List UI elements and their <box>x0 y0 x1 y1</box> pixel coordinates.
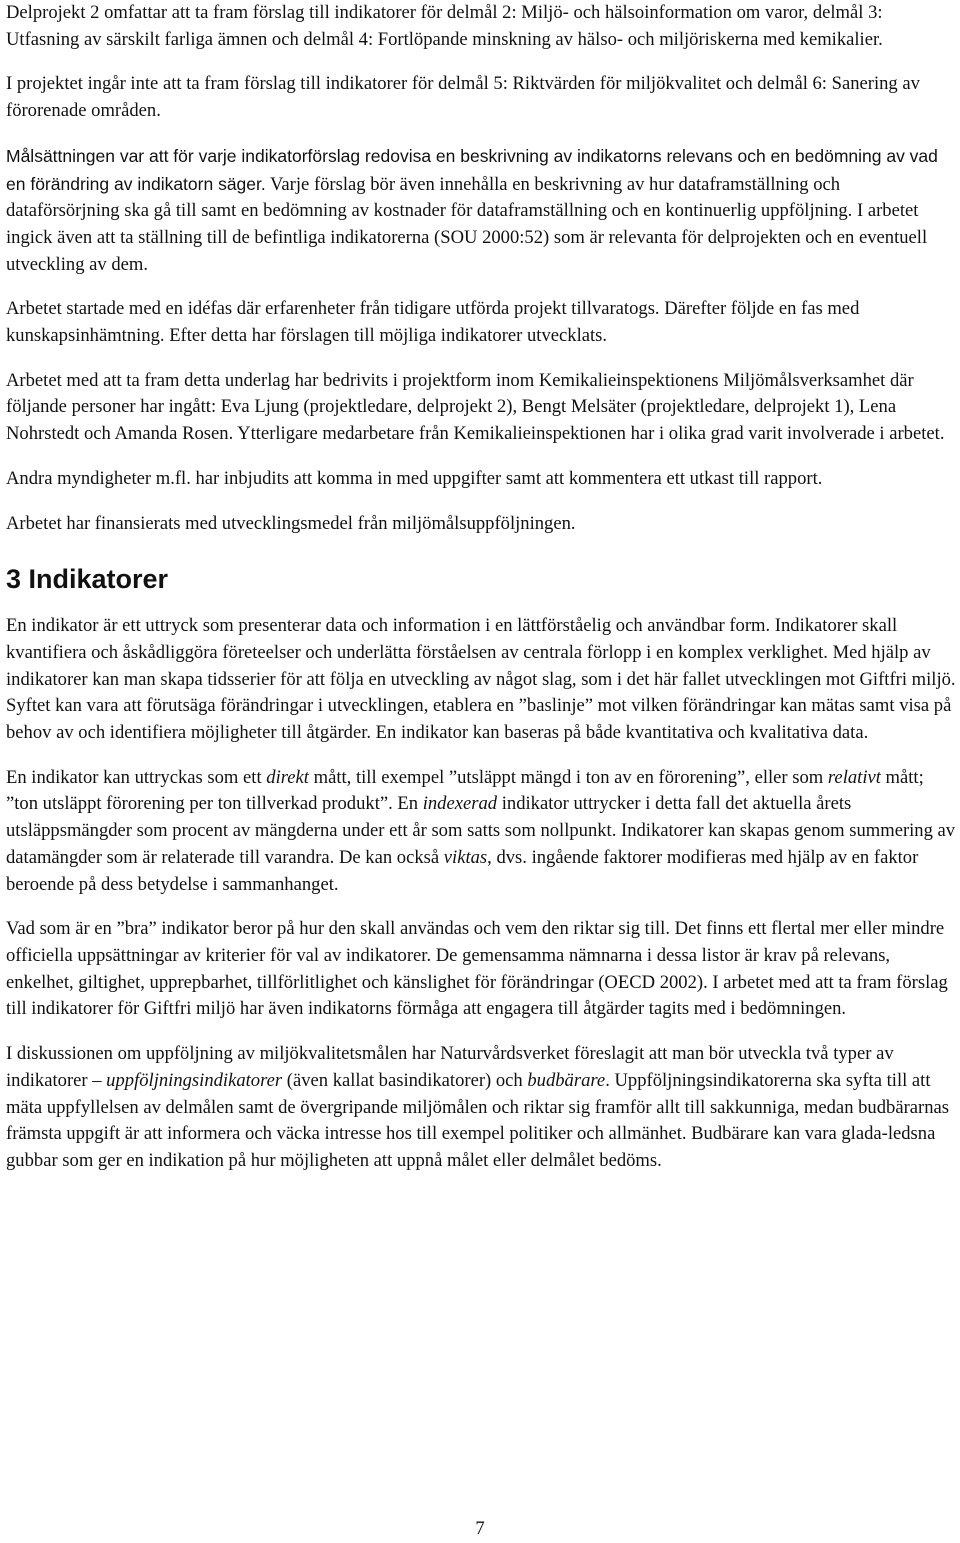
paragraph-financing: Arbetet har finansierats med utvecklingsmedel från miljömålsuppföljningen. <box>6 512 576 534</box>
objective-sans-text: Målsättningen var att för varje indikatorförslag redovisa en beskrivning av indikatorns relevans och en bedömning av vad en förändring av indikatorn säger. <box>6 145 938 194</box>
text-span: mått, till exempel ”utsläppt mängd i ton av en förorening”, eller som <box>308 766 828 788</box>
paragraph-objective <box>6 143 956 279</box>
paragraph-naturvardsverket <box>6 1041 956 1175</box>
italic-term-direkt: direkt <box>266 766 309 788</box>
text-span: , dvs. ingående faktorer modifieras med hjälp av en faktor beroende på dess betydelse i sammanhanget. <box>6 846 919 895</box>
italic-term-indexerad: indexerad <box>422 793 498 815</box>
text-span: . Uppföljningsindikatorerna ska syfta till att mäta uppfyllelsen av delmålen samt de övergripande miljömålen och riktar sig framför allt till sakkunniga, medan budbärarnas främsta uppgift är att informera och väcka intresse hos till exempel politiker och allmänhet. Budbärare kan vara glada-ledsna gubbar som ger en indikation på hur möjligheten att uppnå målet eller delmålet bedöms. <box>6 1069 949 1171</box>
section-heading: 3 Indikatorer <box>6 564 169 595</box>
paragraph-other-authorities: Andra myndigheter m.fl. har inbjudits att komma in med uppgifter samt att kommentera ett utkast till rapport. <box>6 467 823 489</box>
italic-term-relativt: relativt <box>827 766 881 788</box>
italic-term-viktas: viktas <box>443 846 488 868</box>
text-span: indikator uttrycker i detta fall det aktuella årets utsläppsmängder som procent av mängderna under ett år som satts som nollpunkt. Indikatorer kan skapas genom summering av datamängder som är relaterade till varandra. De kan också <box>6 793 956 868</box>
text-span: I diskussionen om uppföljning av miljökvalitetsmålen har Naturvårdsverket föreslagit att man bör utveckla två typer av indikatorer – <box>6 1043 894 1091</box>
italic-term-budbarare: budbärare <box>527 1069 606 1091</box>
paragraph-good-indicator: Vad som är en ”bra” indikator beror på hur den skall användas och vem den riktar sig till. Det finns ett flertal mer eller mindre officiella uppsättningar av kriterier för val av indikatorer. De gemensamma nämnarna i dessa listor är krav på relevans, enkelhet, giltighet, upprepbarhet, tillförlitlighet och känslighet för förändringar (OECD 2002). I arbetet med att ta fram förslag till indikatorer för Giftfri miljö har även indikatorns förmåga att engagera till åtgärder tagits med i bedömningen. <box>6 918 948 1020</box>
text-span: (även kallat basindikatorer) och <box>282 1069 528 1091</box>
objective-serif-text: Varje förslag bör även innehålla en beskrivning av hur dataframställning och dataförsörjning ska gå till samt en bedömning av kostnader för dataframställning och en kontinuerlig uppföljning. I arbetet ingick även att ta ställning till de befintliga indikatorerna (SOU 2000:52) som är relevanta för delprojekten och en eventuell utveckling av dem. <box>6 173 928 275</box>
paragraph-project-team: Arbetet med att ta fram detta underlag har bedrivits i projektform inom Kemikalieinspektionens Miljömålsverksamhet där följande personer har ingått: Eva Ljung (projektledare, delprojekt 2), Bengt Melsäter (projektledare, delprojekt 1), Lena Nohrstedt och Amanda Rosen. Ytterligare medarbetare från Kemikalieinspektionen har i olika grad varit involverade i arbetet. <box>6 369 945 445</box>
document-page <box>6 0 956 1193</box>
text-span: mått; ”ton utsläppt förorening per ton tillverkad produkt”. En <box>6 766 924 815</box>
paragraph-work-phases: Arbetet startade med en idéfas där erfarenheter från tidigare utförda projekt tillvaratogs. Därefter följde en fas med kunskapsinhämtning. Efter detta har förslagen till möjliga indikatorer utvecklats. <box>6 298 860 347</box>
paragraph-excluded-goals: I projektet ingår inte att ta fram förslag till indikatorer för delmål 5: Riktvärden för miljökvalitet och delmål 6: Sanering av förorenade områden. <box>6 73 920 122</box>
italic-term-uppfoljningsindikatorer: uppföljningsindikatorer <box>106 1069 283 1091</box>
paragraph-indicator-types <box>6 765 956 899</box>
text-span: En indikator kan uttryckas som ett <box>6 766 267 788</box>
page-number: 7 <box>475 1518 485 1539</box>
paragraph-delprojekt-2: Delprojekt 2 omfattar att ta fram förslag till indikatorer för delmål 2: Miljö- och hälsoinformation om varor, delmål 3: Utfasning av särskilt farliga ämnen och delmål 4: Fortlöpande minskning av hälso- och miljöriskerna med kemikalier. <box>6 2 883 50</box>
paragraph-indicator-definition: En indikator är ett uttryck som presenterar data och information i en lättförståelig och användbar form. Indikatorer skall kvantifiera och åskådliggöra företeelser och underlätta förståelsen av centrala förlopp i en komplex verklighet. Med hjälp av indikatorer kan man skapa tidsserier för att följa en utveckling av något slag, som i det här fallet utvecklingen mot Giftfri miljö. Syftet kan vara att förutsäga förändringar i utvecklingen, etablera en ”baslinje” mot vilken förändringar kan mätas samt visa på behov av och identifiera möjligheter till åtgärder. En indikator kan baseras på både kvantitativa och kvalitativa data. <box>6 615 956 744</box>
